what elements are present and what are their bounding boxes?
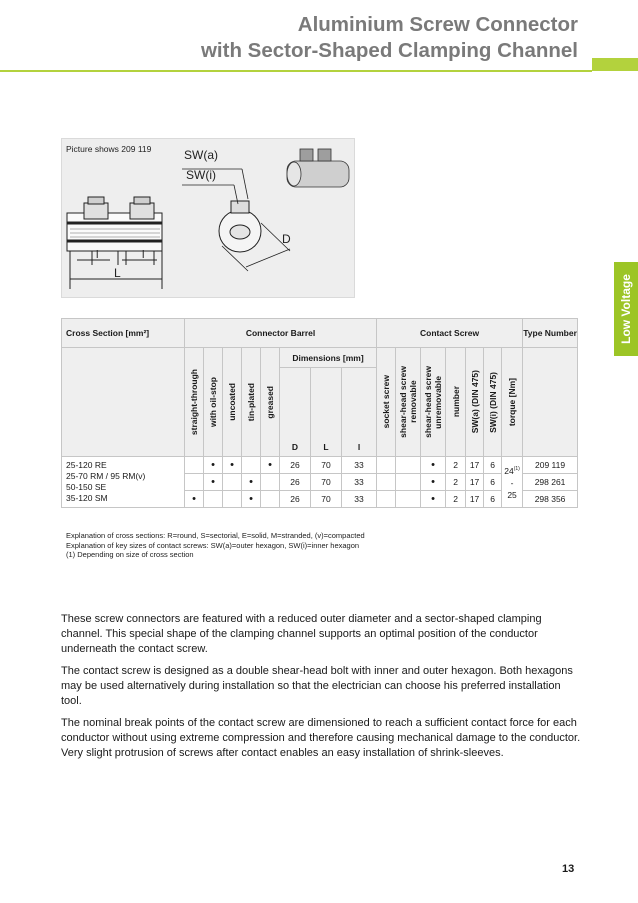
col-shear-removable-line1: shear-head screw	[398, 366, 409, 438]
table-cell	[185, 457, 204, 474]
torque-cell	[502, 457, 523, 508]
table-header-row	[62, 319, 578, 348]
table-cell: 2	[446, 491, 466, 508]
title-accent-line	[0, 70, 592, 72]
cross-section-item: 25-120 RE	[66, 460, 107, 470]
table-cell: 17	[466, 474, 484, 491]
col-l-small: l	[342, 368, 377, 457]
spec-table	[61, 318, 578, 508]
table-cell: •	[421, 474, 446, 491]
col-tin-plated: tin-plated	[246, 382, 256, 422]
type-number-header: Type Number	[523, 319, 578, 348]
col-shear-unremovable-line1: shear-head screw	[423, 366, 434, 438]
note-line: (1) Depending on size of cross section	[66, 550, 194, 559]
torque-dash: -	[510, 477, 514, 488]
table-cell: 2	[446, 457, 466, 474]
table-cell	[185, 474, 204, 491]
table-cell: •	[421, 491, 446, 508]
col-with-oil-stop: with oil-stop	[208, 376, 218, 428]
col-straight-through: straight-through	[189, 368, 199, 436]
figure-caption: Picture shows 209 119	[66, 144, 152, 154]
table-cell	[261, 491, 280, 508]
d-dimension-label: D	[282, 232, 291, 246]
l-small-label-2: l	[142, 249, 145, 261]
l-small-label-1: l	[96, 249, 99, 261]
table-cell: 6	[484, 457, 502, 474]
col-sw-i: SW(i) (DIN 475)	[487, 371, 498, 433]
table-cell: 33	[342, 457, 377, 474]
table-cell: 17	[466, 491, 484, 508]
table-cell: •	[223, 457, 242, 474]
table-cell	[377, 491, 396, 508]
table-cell	[242, 457, 261, 474]
note-line: Explanation of key sizes of contact screws: SW(a)=outer hexagon, SW(i)=inner hexagon	[66, 540, 360, 550]
table-cell: •	[421, 457, 446, 474]
table-cell	[396, 474, 421, 491]
col-d: D	[280, 368, 311, 457]
torque-footnote: (1)	[513, 466, 520, 473]
table-cell	[377, 457, 396, 474]
note-line: Explanation of cross sections: R=round, S=sectorial, E=solid, M=stranded, (v)=compacted	[66, 531, 365, 540]
col-shear-removable	[398, 363, 418, 441]
sw-a-label: SW(a)	[184, 148, 218, 162]
cross-section-header: Cross Section [mm²]	[62, 319, 185, 348]
l-large-label: L	[114, 266, 121, 280]
cross-section-item: 25-70 RM / 95 RM(v)	[66, 471, 146, 481]
torque-bottom: 25	[507, 489, 517, 500]
type-number-blank	[523, 348, 578, 457]
title-line-2: with Sector-Shaped Clamping Channel	[200, 39, 578, 62]
type-number-cell: 298 356	[523, 491, 578, 508]
table-cell: •	[185, 491, 204, 508]
torque-top: 24	[504, 465, 514, 476]
table-cell: 33	[342, 474, 377, 491]
product-figure	[61, 138, 355, 298]
col-greased: greased	[265, 385, 275, 419]
table-cell: 6	[484, 491, 502, 508]
table-cell: 26	[280, 457, 311, 474]
cross-section-cell	[62, 457, 185, 508]
dimensions-header: Dimensions [mm]	[280, 348, 377, 368]
table-cell	[396, 491, 421, 508]
table-cell: •	[204, 474, 223, 491]
table-cell: 70	[311, 474, 342, 491]
table-row	[62, 457, 578, 474]
table-cell	[223, 474, 242, 491]
page-title	[201, 12, 578, 64]
table-cell: 33	[342, 491, 377, 508]
table-cell: 2	[446, 474, 466, 491]
col-torque: torque [Nm]	[507, 377, 518, 427]
paragraph: The contact screw is designed as a double shear-head bolt with inner and outer hexagon. Both hexagons may be used alternatively during installation so that the electrician can choose his preferred installation tool.	[61, 665, 573, 707]
col-number: number	[450, 386, 461, 418]
table-cell	[396, 457, 421, 474]
table-cell	[223, 491, 242, 508]
cross-section-blank	[62, 348, 185, 457]
type-number-cell: 298 261	[523, 474, 578, 491]
col-sw-a: SW(a) (DIN 475)	[469, 370, 480, 434]
table-cell	[261, 474, 280, 491]
contact-screw-header: Contact Screw	[377, 319, 523, 348]
cross-section-item: 35-120 SM	[66, 493, 108, 503]
col-l-big: L	[311, 368, 342, 457]
table-cell: 26	[280, 491, 311, 508]
table-cell: •	[242, 491, 261, 508]
col-uncoated: uncoated	[227, 383, 237, 421]
table-cell: 17	[466, 457, 484, 474]
table-cell: 70	[311, 457, 342, 474]
type-number-cell: 209 119	[523, 457, 578, 474]
sw-i-label: SW(i)	[186, 168, 216, 182]
table-cell: 70	[311, 491, 342, 508]
connector-drawing	[62, 139, 354, 297]
col-socket-screw: socket screw	[381, 375, 392, 429]
col-shear-unremovable-line2: unremovable	[433, 375, 444, 429]
col-shear-removable-line2: removable	[408, 380, 419, 424]
title-accent-bar	[592, 58, 638, 71]
table-cell	[377, 474, 396, 491]
table-cell: •	[242, 474, 261, 491]
section-tab	[614, 262, 638, 356]
connector-barrel-header: Connector Barrel	[185, 319, 377, 348]
dimensions-header-row	[62, 348, 578, 368]
table-cell: 26	[280, 474, 311, 491]
paragraph: These screw connectors are featured with a reduced outer diameter and a sector-shaped clamping channel. This special shape of the clamping channel supports an optimal position of the conductor underneath the contact screw.	[61, 613, 542, 655]
section-tab-label: Low Voltage	[619, 274, 633, 344]
table-cell: 6	[484, 474, 502, 491]
table-notes	[66, 531, 365, 560]
title-line-1: Aluminium Screw Connector	[297, 13, 578, 36]
paragraph: The nominal break points of the contact screw are dimensioned to reach a sufficient contact force for each conductor without using extreme compression and therefore causing mechanical damage to the conductor. Very slight protrusion of screws after contact enables an easy installation of shrink-sleeves.	[61, 717, 581, 759]
table-cell: •	[204, 457, 223, 474]
cross-section-item: 50-150 SE	[66, 482, 107, 492]
table-cell	[204, 491, 223, 508]
page-number: 13	[562, 863, 575, 875]
col-shear-unremovable	[423, 363, 443, 441]
table-cell: •	[261, 457, 280, 474]
